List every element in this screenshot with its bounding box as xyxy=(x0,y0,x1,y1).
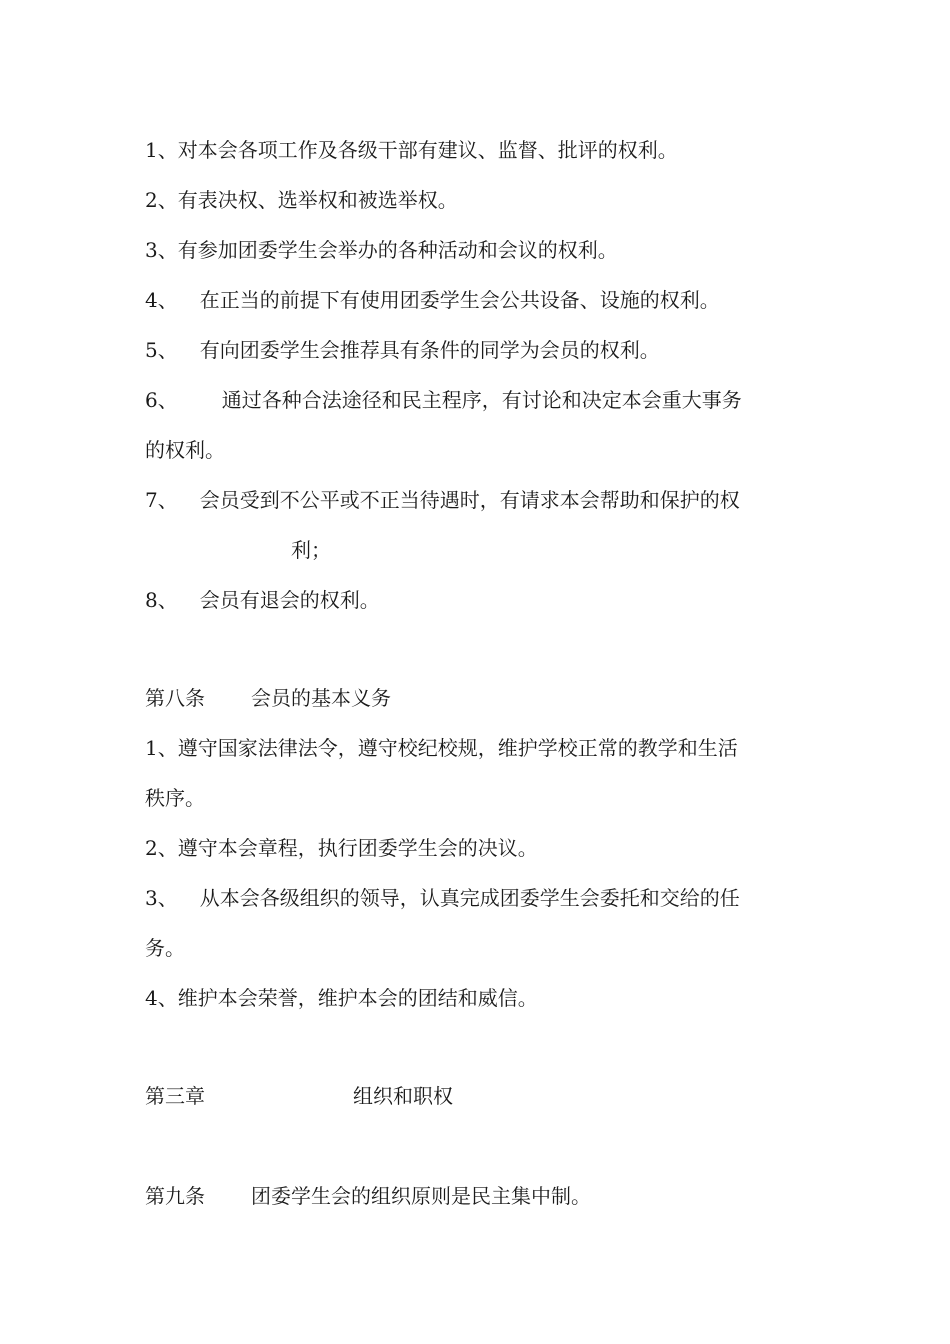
item-number: 3、 xyxy=(145,886,178,910)
article-label: 第九条 xyxy=(145,1184,205,1208)
paragraph-text: 团委学生会的组织原则是民主集中制。 xyxy=(251,1184,591,1208)
right-item-6-continuation xyxy=(145,438,225,462)
duty-item-1 xyxy=(145,736,738,760)
right-item-4 xyxy=(145,288,720,312)
chapter-title: 组织和职权 xyxy=(353,1084,453,1108)
item-number: 8、 xyxy=(145,588,178,612)
right-item-1 xyxy=(145,138,678,162)
item-number: 4、 xyxy=(145,288,178,312)
paragraph-text: 会员受到不公平或不正当待遇时，有请求本会帮助和保护的权 xyxy=(199,488,740,512)
item-number: 6、 xyxy=(145,388,178,412)
chapter-3-heading xyxy=(145,1084,453,1108)
paragraph-text: 2、遵守本会章程，执行团委学生会的决议。 xyxy=(145,836,538,860)
paragraph-text: 2、有表决权、选举权和被选举权。 xyxy=(145,188,458,212)
article-8-heading xyxy=(145,686,391,710)
paragraph-text: 从本会各级组织的领导，认真完成团委学生会委托和交给的任 xyxy=(199,886,740,910)
duty-item-3-continuation xyxy=(145,936,185,960)
paragraph-text: 有向团委学生会推荐具有条件的同学为会员的权利。 xyxy=(199,338,660,362)
duty-item-4 xyxy=(145,986,538,1010)
article-title: 会员的基本义务 xyxy=(251,686,391,710)
duty-item-3 xyxy=(145,886,740,910)
item-number: 5、 xyxy=(145,338,178,362)
chapter-label: 第三章 xyxy=(145,1084,205,1108)
paragraph-text: 1、对本会各项工作及各级干部有建议、监督、批评的权利。 xyxy=(145,138,678,162)
paragraph-text: 1、遵守国家法律法令，遵守校纪校规，维护学校正常的教学和生活 xyxy=(145,736,738,760)
paragraph-text: 秩序。 xyxy=(145,786,205,810)
article-label: 第八条 xyxy=(145,686,205,710)
paragraph-text: 4、维护本会荣誉，维护本会的团结和威信。 xyxy=(145,986,538,1010)
paragraph-text: 务。 xyxy=(145,936,185,960)
right-item-3 xyxy=(145,238,618,262)
paragraph-text: 3、有参加团委学生会举办的各种活动和会议的权利。 xyxy=(145,238,618,262)
duty-item-2 xyxy=(145,836,538,860)
item-number: 7、 xyxy=(145,488,178,512)
article-9 xyxy=(145,1184,591,1208)
right-item-7 xyxy=(145,488,740,512)
duty-item-1-continuation xyxy=(145,786,205,810)
paragraph-text: 会员有退会的权利。 xyxy=(199,588,380,612)
paragraph-text: 在正当的前提下有使用团委学生会公共设备、设施的权利。 xyxy=(199,288,720,312)
paragraph-text: 的权利。 xyxy=(145,438,225,462)
right-item-6 xyxy=(145,388,742,412)
right-item-7-continuation xyxy=(145,538,331,562)
right-item-2 xyxy=(145,188,458,212)
right-item-8 xyxy=(145,588,380,612)
paragraph-text: 利； xyxy=(291,538,331,562)
paragraph-text: 通过各种合法途径和民主程序，有讨论和决定本会重大事务 xyxy=(221,388,742,412)
right-item-5 xyxy=(145,338,660,362)
